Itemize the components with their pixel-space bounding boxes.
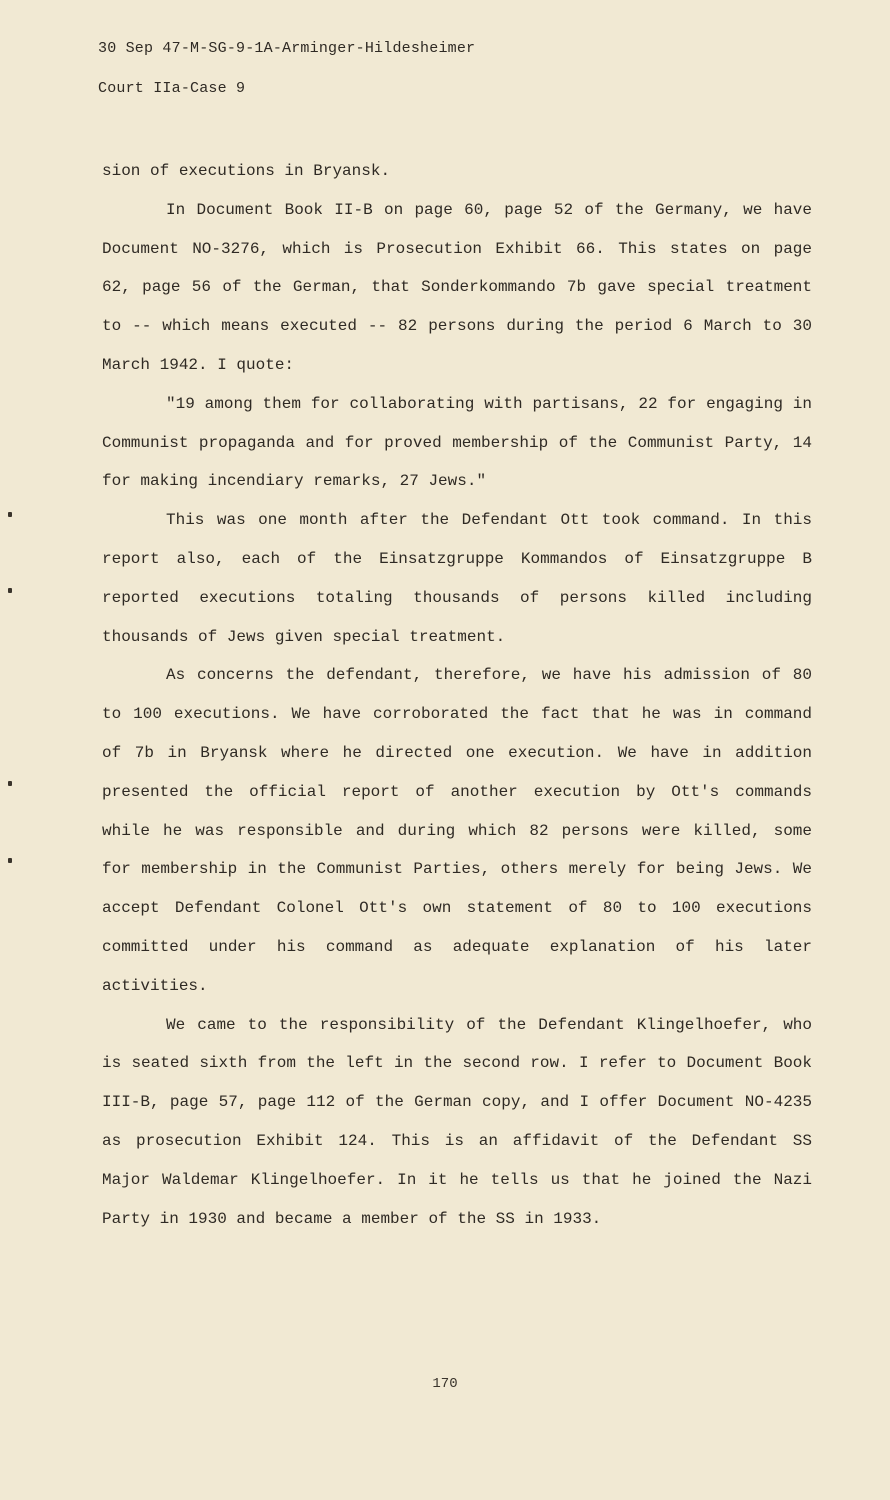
paragraph-klingelhoefer: We came to the responsibility of the Defendant Klingelhoefer, who is seated sixth from the left in the second row. I refer to Document Book III-B, page 57, page 112 of the German copy, and I offer Document NO-4235 as prosecution Exhibit 124. This is an affidavit of the Defendant SS Major Waldemar Klingelhoefer. In it he tells us that he joined the Nazi Party in 1930 and became a member of the SS in 1933.	[102, 1015, 812, 1228]
paragraph-ott-command: This was one month after the Defendant Ott took command. In this report also, each of the Einsatzgruppe Kommandos of Einsatzgruppe B reported executions totaling thousands of persons killed including thousands of Jews given special treatment.	[102, 511, 812, 646]
court-case-header: Court IIa-Case 9	[98, 80, 246, 97]
page-number: 170	[432, 1376, 458, 1392]
transcript-body	[102, 152, 812, 1238]
paragraph-document-book: In Document Book II-B on page 60, page 52 of the Germany, we have Document NO-3276, which is Prosecution Exhibit 66. This states on page 62, page 56 of the German, that Sonderkommando 7b gave special treatment to -- which means executed -- 82 persons during the period 6 March to 30 March 1942. I quote:	[102, 200, 812, 374]
paragraph-admission: As concerns the defendant, therefore, we have his admission of 80 to 100 executions. We have corroborated the fact that he was in command of 7b in Bryansk where he directed one execution. We have in addition presented the official report of another execution by Ott's commands while he was responsible and during which 82 persons were killed, some for membership in the Communist Parties, others merely for being Jews. We accept Defendant Colonel Ott's own statement of 80 to 100 executions committed under his command as adequate explanation of his later activities.	[102, 666, 812, 995]
margin-mark	[8, 512, 12, 517]
paragraph-continuation: sion of executions in Bryansk.	[102, 162, 391, 180]
margin-mark	[8, 588, 12, 593]
margin-mark	[8, 781, 12, 786]
margin-mark	[8, 858, 12, 863]
paragraph-quote: "19 among them for collaborating with partisans, 22 for engaging in Communist propaganda and for proved membership of the Communist Party, 14 for making incendiary remarks, 27 Jews."	[102, 394, 812, 491]
document-reference-header: 30 Sep 47-M-SG-9-1A-Arminger-Hildesheimer	[98, 40, 476, 57]
